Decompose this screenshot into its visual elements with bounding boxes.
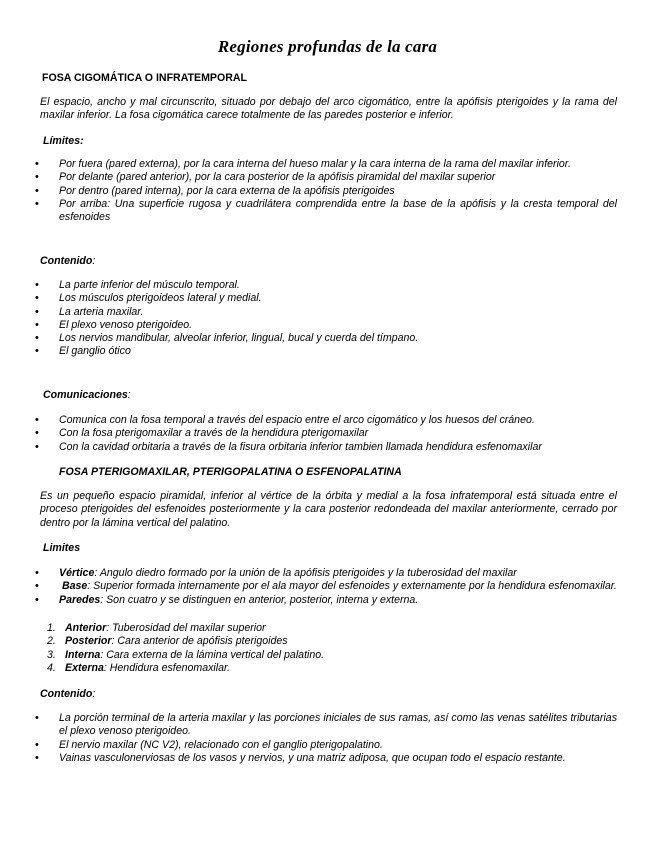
list-item: • Por fuera (pared externa), por la cara interna del hueso malar y la cara interna de la rama del maxilar inferior.	[35, 158, 617, 171]
content-list-2	[35, 712, 617, 765]
list-item: • Los nervios mandibular, alveolar inferior, lingual, bucal y cuerda del tímpano.	[35, 332, 617, 345]
list-item: • Por delante (pared anterior), por la cara posterior de la apófisis piramidal del maxilar superior	[35, 171, 617, 184]
term: Vértice	[59, 567, 95, 579]
section-heading-infratemporal: FOSA CIGOMÁTICA O INFRATEMPORAL	[42, 72, 247, 84]
list-item: • El nervio maxilar (NC V2), relacionado con el ganglio pterigopalatino.	[35, 739, 617, 752]
list-item: • La parte inferior del músculo temporal.	[35, 279, 617, 292]
list-item: 2. Posterior: Cara anterior de apófisis pterigoides	[47, 635, 288, 648]
content-heading-2: Contenido:	[40, 688, 96, 700]
content-heading: Contenido:	[40, 255, 96, 267]
limits-heading: Límites:	[43, 135, 84, 147]
list-item: 3. Interna: Cara externa de la lámina vertical del palatino.	[47, 648, 325, 661]
section-intro-infratemporal: El espacio, ancho y mal circunscrito, situado por debajo del arco cigomático, entre la apófisis pterigoides y la rama del maxilar inferior. La fosa cigomática carece totalmente de las paredes posterior e inferior.	[40, 96, 617, 122]
list-item: • Comunica con la fosa temporal a través del espacio entre el arco cigomático y los huesos del cráneo.	[35, 414, 617, 427]
list-item: • La porción terminal de la arteria maxilar y las porciones iniciales de sus ramas, así como las venas satélites tributarias el plexo venoso pterigoideo.	[35, 712, 617, 739]
walls-list	[35, 622, 617, 675]
list-item: 1. Anterior: Tuberosidad del maxilar superior	[47, 622, 266, 634]
page-title: Regiones profundas de la cara	[217, 37, 438, 56]
list-item: 4. Externa: Hendidura esfenomaxilar.	[47, 661, 231, 674]
list-item: • El ganglio ótico	[35, 345, 617, 358]
limits-list	[35, 158, 617, 224]
section-intro-pterygopalatine: Es un pequeño espacio piramidal, inferior al vértice de la órbita y medial a la fosa infratemporal está situada entre el proceso pterigoides del esfenoides posteriormente y la cara posterior redondeada del maxilar anteriormente, cerrado por dentro por la lámina vertical del palatino.	[40, 490, 617, 529]
list-item: • La arteria maxilar.	[35, 306, 617, 319]
limits-heading-2: Limites	[43, 542, 81, 554]
list-item: • Base: Superior formada internamente por el ala mayor del esfenoides y externamente por la hendidura esfenomaxilar.	[35, 580, 617, 593]
content-list	[35, 279, 617, 359]
communications-heading: Comunicaciones:	[43, 389, 131, 401]
list-item: • Con la cavidad orbitaria a través de la fisura orbitaria inferior tambien llamada hendidura esfenomaxilar	[35, 441, 617, 454]
list-item: • Vértice: Angulo diedro formado por la unión de la apófisis pterigoides y la tuberosidad del maxilar	[35, 567, 617, 580]
term: Paredes	[59, 593, 101, 606]
list-item: • Vainas vasculonerviosas de los vasos y nervios, y una matriz adiposa, que ocupan todo el espacio restante.	[35, 752, 617, 765]
limits-list-2	[35, 567, 617, 607]
section-heading-pterygopalatine: FOSA PTERIGOMAXILAR, PTERIGOPALATINA O ESFENOPALATINA	[59, 466, 402, 478]
communications-list	[35, 414, 617, 454]
list-item: • Con la fosa pterigomaxilar a través de la hendidura pterigomaxilar	[35, 427, 617, 440]
list-item: • Los músculos pterigoideos lateral y medial.	[35, 292, 617, 305]
term: Base	[61, 580, 88, 593]
list-item: • El plexo venoso pterigoideo.	[35, 319, 617, 332]
list-item: • Paredes: Son cuatro y se distinguen en anterior, posterior, interna y externa.	[35, 594, 617, 607]
list-item: • Por dentro (pared interna), por la cara externa de la apófisis pterigoides	[35, 185, 617, 198]
list-item: • Por arriba: Una superficie rugosa y cuadrilátera comprendida entre la base de la apófisis y la cresta temporal del esfenoides	[35, 198, 617, 225]
